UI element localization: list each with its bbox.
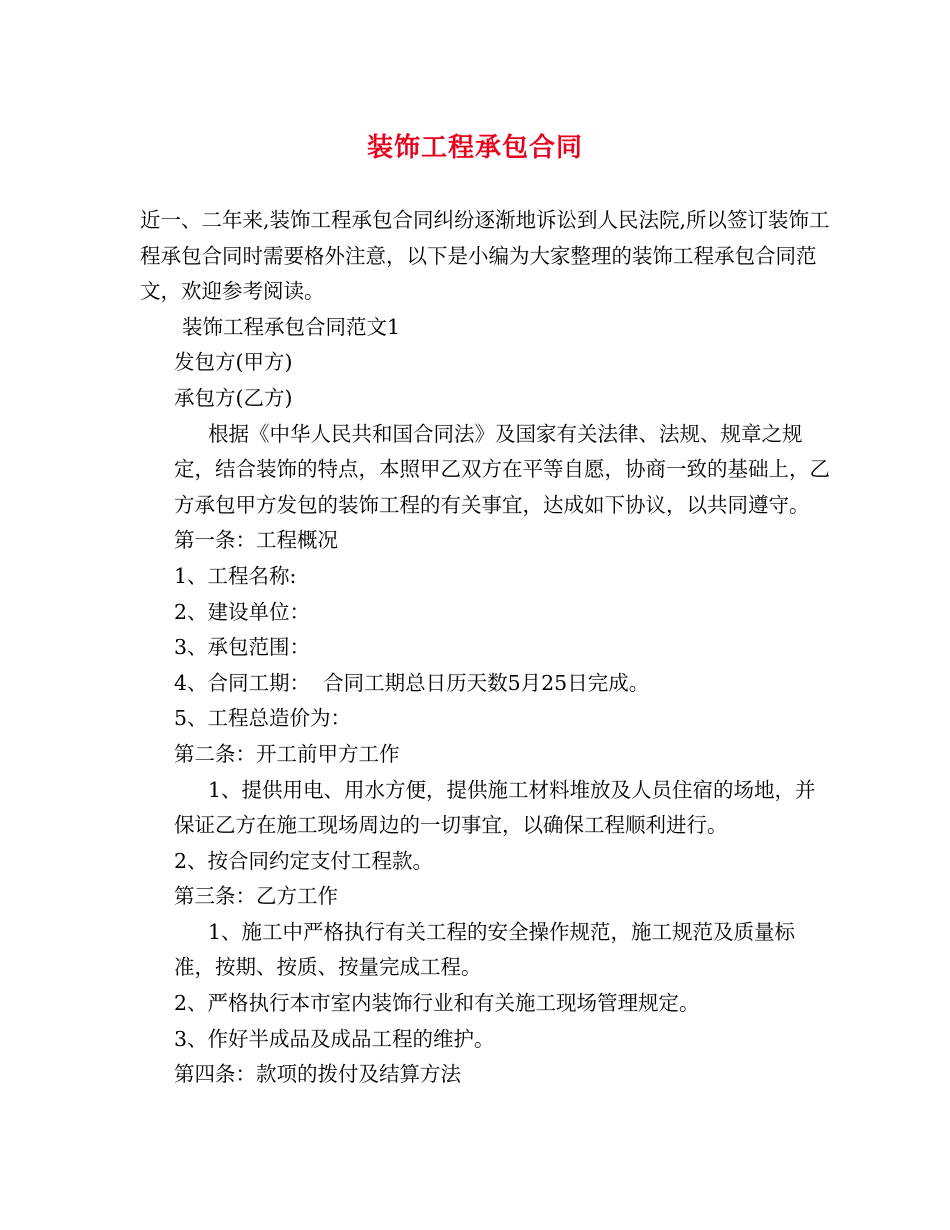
article-3-item-1: 1、施工中严格执行有关工程的安全操作规范，施工规范及质量标准，按期、按质、按量完成工程。 [174,919,796,980]
article-3-item-2: 2、严格执行本市室内装饰行业和有关施工现场管理规定。 [174,991,700,1016]
document-title: 装饰工程承包合同 [366,133,583,163]
article-4-heading: 第四条：款项的拨付及结算方法 [174,1062,461,1087]
preamble-paragraph: 根据《中华人民共和国合同法》及国家有关法律、法规、规章之规定，结合装饰的特点，本照甲乙双方在平等自愿，协商一致的基础上，乙方承包甲方发包的装饰工程的有关事宜，达成如下协议，以共同遵守。 [174,421,830,517]
article-3-item-3: 3、作好半成品及成品工程的维护。 [174,1026,495,1051]
article-2-item-2: 2、按合同约定支付工程款。 [174,848,434,873]
document-body [140,203,830,1093]
article-3-heading: 第三条：乙方工作 [174,884,338,909]
party-a-line: 发包方(甲方) [174,350,293,375]
article-1-item-5: 5、工程总造价为： [174,706,352,731]
article-1-heading: 第一条：工程概况 [174,528,338,553]
sample-heading: 装饰工程承包合同范文1 [182,314,401,339]
party-b-line: 承包方(乙方) [174,385,293,410]
article-1-item-4: 4、合同工期： 合同工期总日历天数5月25日完成。 [174,670,650,695]
article-2-heading: 第二条：开工前甲方工作 [174,741,400,766]
intro-paragraph: 近一、二年来,装饰工程承包合同纠纷逐渐地诉讼到人民法院,所以签订装饰工程承包合同时需要格外注意，以下是小编为大家整理的装饰工程承包合同范文，欢迎参考阅读。 [140,208,830,304]
article-1-item-2: 2、建设单位： [174,599,311,624]
article-1-item-1: 1、工程名称: [174,563,297,588]
article-1-item-3: 3、承包范围： [174,635,311,660]
article-2-item-1: 1、提供用电、用水方便，提供施工材料堆放及人员住宿的场地，并保证乙方在施工现场周边的一切事宜，以确保工程顺利进行。 [174,777,816,838]
